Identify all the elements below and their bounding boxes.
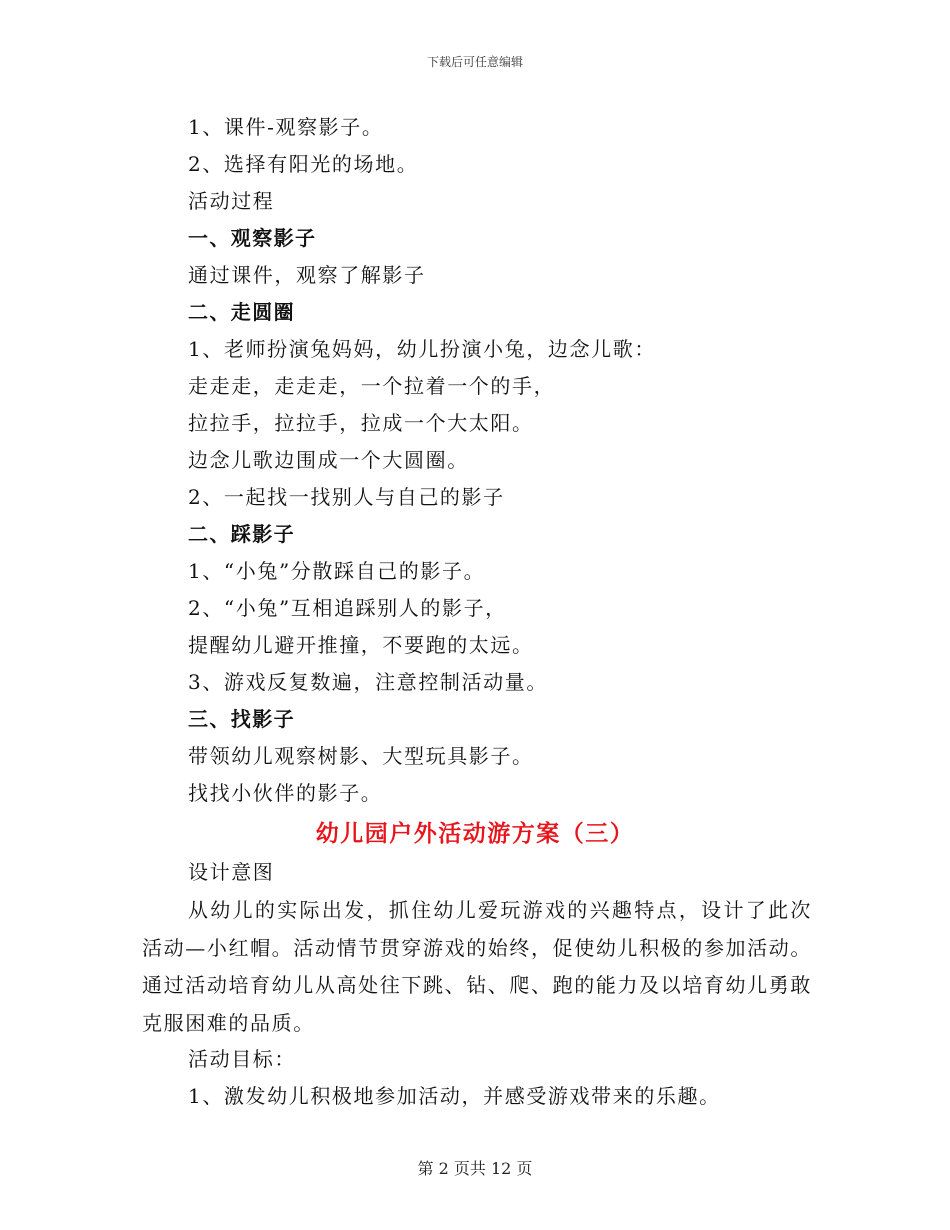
text-line: 1、老师扮演兔妈妈，幼儿扮演小兔，边念儿歌： bbox=[188, 337, 656, 361]
section-heading-find-shadow: 三、找影子 bbox=[188, 707, 295, 731]
rhyme-line-2: 拉拉手，拉拉手，拉成一个大太阳。 bbox=[188, 411, 534, 435]
section-heading-circle: 二、走圆圈 bbox=[188, 300, 295, 324]
page-header: 下载后可任意编辑 bbox=[426, 55, 523, 69]
text-line: 3、游戏反复数遍，注意控制活动量。 bbox=[188, 670, 548, 694]
section-title: 幼儿园户外活动游方案（三） bbox=[315, 820, 635, 847]
section-heading-observe: 一、观察影子 bbox=[188, 226, 317, 250]
text-line: 2、“小兔”互相追踩别人的影子， bbox=[188, 596, 507, 620]
design-intent-paragraph: 从幼儿的实际出发，抓住幼儿爱玩游戏的兴趣特点，设计了此次活动—小红帽。活动情节贯穿游戏的始终，促使幼儿积极的参加活动。通过活动培育幼儿从高处往下跳、钻、爬、跑的能力及以培育幼儿勇敢克服困难的品质。 bbox=[142, 898, 812, 1035]
goals-label: 活动目标： bbox=[188, 1047, 296, 1071]
text-line: 边念儿歌边围成一个大圆圈。 bbox=[188, 448, 469, 472]
goal-item-1: 1、激发幼儿积极地参加活动，并感受游戏带来的乐趣。 bbox=[188, 1084, 721, 1108]
text-line: 2、一起找一找别人与自己的影子 bbox=[188, 485, 505, 509]
materials-item-1: 1、课件-观察影子。 bbox=[188, 115, 384, 139]
design-intent-label: 设计意图 bbox=[188, 860, 275, 884]
text-line: 带领幼儿观察树影、大型玩具影子。 bbox=[188, 744, 534, 768]
page-footer: 第 2 页共 12 页 bbox=[417, 1159, 533, 1178]
text-line: 提醒幼儿避开推撞，不要跑的太远。 bbox=[188, 633, 534, 657]
rhyme-line-1: 走走走，走走走，一个拉着一个的手， bbox=[188, 374, 556, 398]
text-line: 找找小伙伴的影子。 bbox=[188, 781, 383, 805]
text-line: 通过课件，观察了解影子 bbox=[188, 263, 426, 287]
section-heading-step-shadow: 二、踩影子 bbox=[188, 522, 295, 546]
activity-process-label: 活动过程 bbox=[188, 189, 275, 213]
materials-item-2: 2、选择有阳光的场地。 bbox=[188, 152, 419, 176]
text-line: 1、“小兔”分散踩自己的影子。 bbox=[188, 559, 486, 583]
